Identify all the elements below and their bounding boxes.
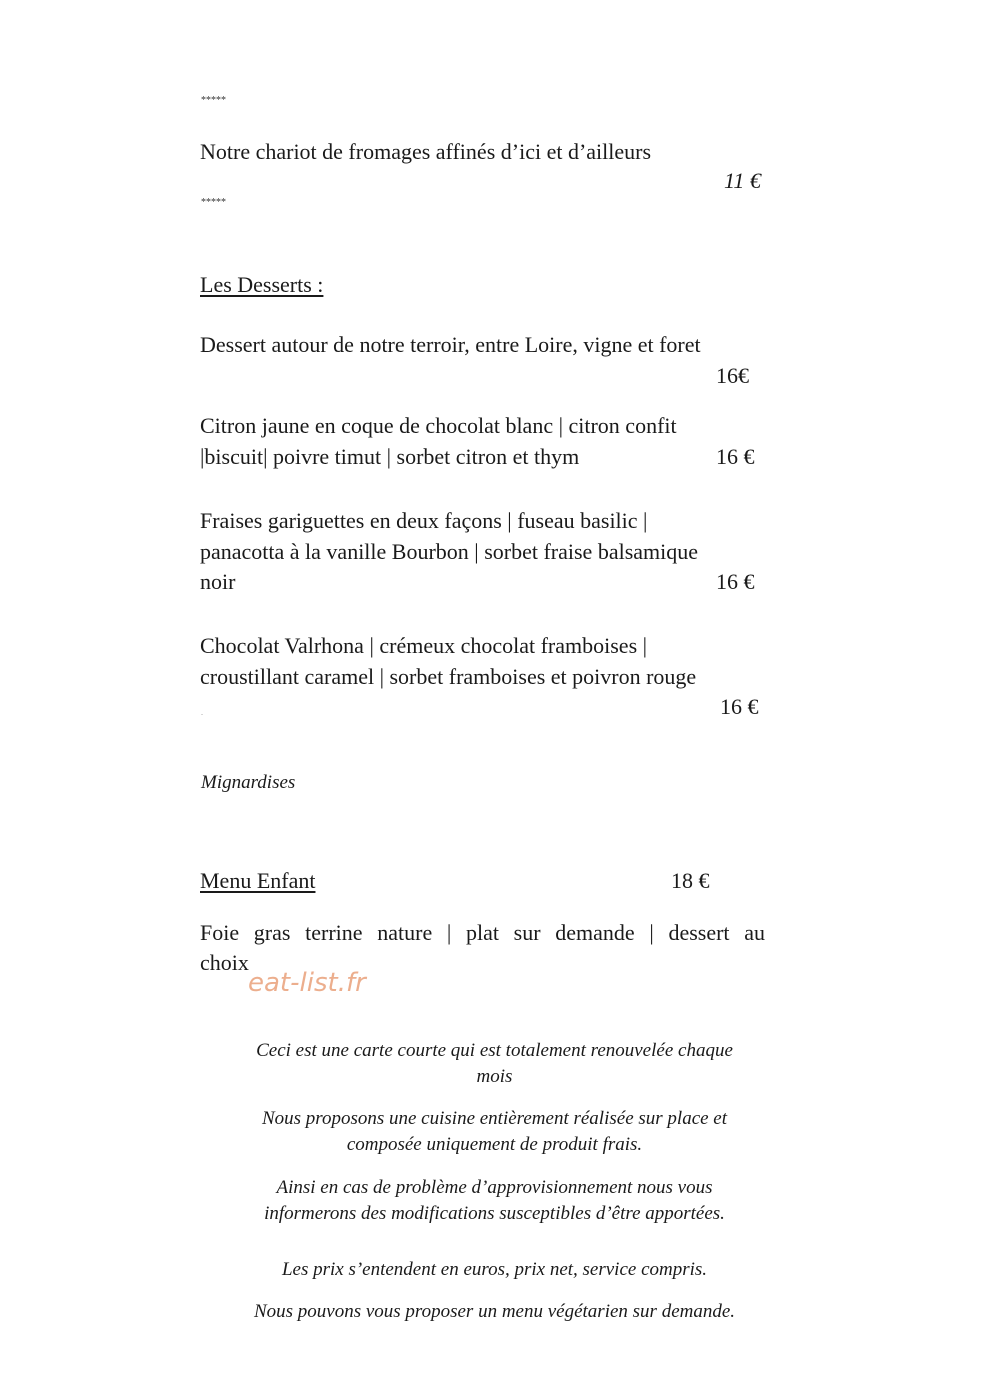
separator-stars-top: ***** bbox=[201, 95, 226, 106]
cheese-item-label: Notre chariot de fromages affinés d’ici et d’ailleurs bbox=[200, 139, 652, 164]
dessert-1-price: 16€ bbox=[716, 363, 749, 388]
note-line-2: mois bbox=[476, 1066, 513, 1087]
note-line-6: informerons des modifications susceptibles d’être apportées. bbox=[264, 1203, 725, 1224]
dessert-2-price: 16 € bbox=[716, 444, 755, 469]
kids-menu-line-2: choix bbox=[200, 950, 249, 975]
kids-menu-price: 18 € bbox=[671, 868, 710, 893]
separator-stars-bottom: ***** bbox=[201, 197, 226, 208]
section-title-kids-menu: Menu Enfant bbox=[200, 868, 316, 893]
cheese-item-price: 11 € bbox=[724, 168, 761, 193]
note-line-7: Les prix s’entendent en euros, prix net, service compris. bbox=[281, 1259, 708, 1280]
dessert-1-line-1: Dessert autour de notre terroir, entre Loire, vigne et foret bbox=[200, 332, 701, 357]
note-line-4: composée uniquement de produit frais. bbox=[346, 1134, 643, 1155]
note-line-3: Nous proposons une cuisine entièrement réalisée sur place et bbox=[261, 1108, 728, 1129]
dessert-4-line-2: croustillant caramel | sorbet framboises et poivron rouge bbox=[200, 664, 697, 689]
dessert-4-line-1: Chocolat Valrhona | crémeux chocolat framboises | bbox=[200, 633, 648, 658]
mignardises-label: Mignardises bbox=[201, 772, 296, 793]
stray-mark: . bbox=[201, 708, 203, 717]
dessert-3-price: 16 € bbox=[716, 569, 755, 594]
note-line-8: Nous pouvons vous proposer un menu végétarien sur demande. bbox=[253, 1301, 736, 1322]
note-line-5: Ainsi en cas de problème d’approvisionnement nous vous bbox=[276, 1177, 713, 1198]
dessert-3-line-3: noir bbox=[200, 569, 236, 594]
section-title-desserts: Les Desserts : bbox=[200, 272, 324, 297]
dessert-3-line-2: panacotta à la vanille Bourbon | sorbet fraise balsamique bbox=[200, 539, 699, 564]
dessert-4-price: 16 € bbox=[720, 694, 759, 719]
dessert-3-line-1: Fraises gariguettes en deux façons | fuseau basilic | bbox=[200, 508, 648, 533]
dessert-2-line-2: |biscuit| poivre timut | sorbet citron et thym bbox=[200, 444, 580, 469]
note-line-1: Ceci est une carte courte qui est totalement renouvelée chaque bbox=[256, 1040, 733, 1061]
dessert-2-line-1: Citron jaune en coque de chocolat blanc | citron confit bbox=[200, 413, 677, 438]
kids-menu-line-1: Foie gras terrine nature | plat sur demande | dessert au bbox=[200, 920, 765, 945]
watermark-text: eat-list.fr bbox=[248, 968, 366, 998]
